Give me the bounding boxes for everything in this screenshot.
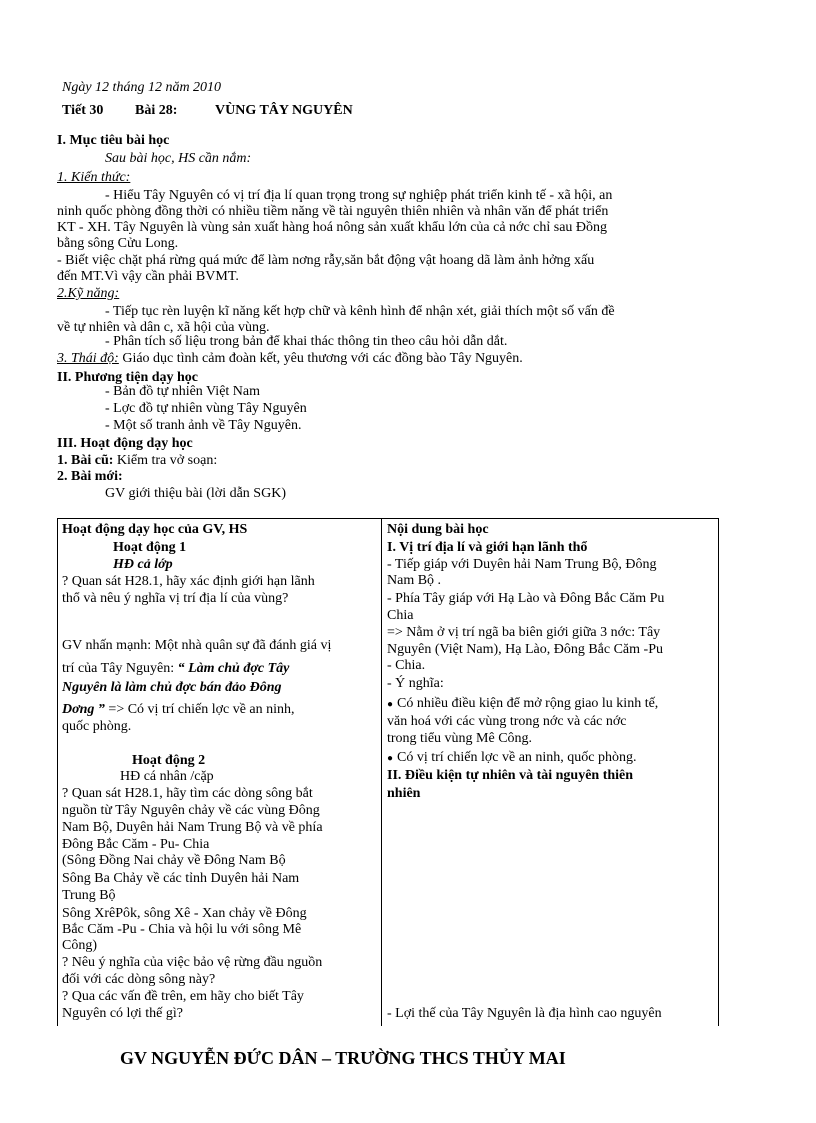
gv-note-text: => Có vị trí chiến lợc về an ninh, (104, 702, 295, 717)
content-line: Chia (387, 608, 414, 623)
knowledge-line: ninh quốc phòng đồng thời có nhiều tiềm năng về tài nguyên thiên nhiên và nhân văn để phát triển (57, 204, 609, 219)
gv-note-line (62, 661, 289, 677)
lesson-number: Bài 28: (135, 103, 178, 118)
content-line: - Tiếp giáp với Duyên hải Nam Trung Bộ, Đông (387, 557, 657, 572)
content-line: Nam Bộ . (387, 573, 442, 588)
section-1-heading: I. Mục tiêu bài học (57, 133, 170, 148)
old-lesson-label: 1. Bài cũ: (57, 453, 114, 468)
question-line: Trung Bộ (62, 888, 116, 903)
bullet-text: Có vị trí chiến lợc về an ninh, quốc phòng. (397, 750, 637, 765)
equipment-item: - Một số tranh ảnh về Tây Nguyên. (105, 418, 302, 433)
new-lesson-label: 2. Bài mới: (57, 469, 123, 484)
gv-note-text: trí của Tây Nguyên: (62, 661, 178, 676)
question-line: (Sông Đồng Nai chảy về Đông Nam Bộ (62, 853, 286, 868)
gv-quote: “ Làm chủ đợc Tây (177, 661, 290, 676)
equipment-item: - Lợc đồ tự nhiên vùng Tây Nguyên (105, 401, 307, 416)
question-line: Nam Bộ, Duyên hải Nam Trung Bộ và về phía (62, 820, 323, 835)
content-line: - Chia. (387, 658, 426, 673)
question-line: Đông Bắc Căm - Pu- Chia (62, 837, 210, 852)
content-section-1-title: I. Vị trí địa lí và giới hạn lãnh thổ (387, 540, 588, 555)
question-line: Bắc Căm -Pu - Chia và hội lu với sông Mê (62, 922, 302, 937)
content-line: - Lợi thế của Tây Nguyên là địa hình cao nguyên (387, 1006, 662, 1021)
activity-2-title: Hoạt động 2 (132, 753, 206, 768)
question-line: Sông Ba Chảy về các tỉnh Duyên hải Nam (62, 871, 300, 886)
content-line: - Phía Tây giáp với Hạ Lào và Đông Bắc Căm Pu (387, 591, 665, 606)
left-column-header: Hoạt động dạy học của GV, HS (62, 522, 248, 537)
content-section-2-title: II. Điều kiện tự nhiên và tài nguyên thiên (387, 768, 634, 783)
question-line: ? Quan sát H28.1, hãy xác định giới hạn lãnh (62, 574, 315, 589)
equipment-item: - Bản đồ tự nhiên Việt Nam (105, 384, 261, 399)
skills-line: - Tiếp tục rèn luyện kĩ năng kết hợp chữ và kênh hình để nhận xét, giải thích một số vấn đề (105, 304, 615, 319)
content-line: => Nằm ở vị trí ngã ba biên giới giữa 3 nớc: Tây (387, 625, 661, 640)
table-divider (381, 518, 382, 1026)
question-line: ? Qua các vấn đề trên, em hãy cho biết Tây (62, 989, 304, 1004)
lesson-period: Tiết 30 (62, 103, 104, 118)
old-lesson-line (57, 453, 217, 469)
content-section-2-title: nhiên (387, 786, 421, 801)
attitude-text: Giáo dục tình cảm đoàn kết, yêu thương với các đồng bào Tây Nguyên. (118, 351, 523, 366)
question-line: đối với các dòng sông này? (62, 972, 216, 987)
content-bullet (387, 750, 637, 767)
gv-note-line: quốc phòng. (62, 719, 132, 734)
activity-1-subtitle: HĐ cả lớp (113, 557, 173, 572)
gv-quote-line: Nguyên là làm chủ đợc bán đảo Đông (62, 680, 282, 695)
skills-line: - Phân tích số liệu trong bản để khai thác thông tin theo câu hỏi dẫn dắt. (105, 334, 508, 349)
section-3-heading: III. Hoạt động dạy học (57, 436, 193, 451)
content-line: Nguyên (Việt Nam), Hạ Lào, Đông Bắc Căm -Pu (387, 642, 663, 657)
skills-line: về tự nhiên và dân c, xã hội của vùng. (57, 320, 270, 335)
activity-1-title: Hoạt động 1 (113, 540, 187, 555)
skills-heading: 2.Kỹ năng: (57, 286, 120, 301)
page-footer: GV NGUYỄN ĐỨC DÂN – TRƯỜNG THCS THỦY MAI (120, 1048, 566, 1068)
question-line: thổ và nêu ý nghĩa vị trí địa lí của vùng? (62, 591, 289, 606)
attitude-line (57, 351, 523, 367)
old-lesson-text: Kiểm tra vở soạn: (113, 453, 218, 468)
activity-2-subtitle: HĐ cá nhân /cặp (120, 769, 214, 784)
question-line: ? Quan sát H28.1, hãy tìm các dòng sông bắt (62, 786, 313, 801)
question-line: ? Nêu ý nghĩa của việc bảo vệ rừng đầu nguồn (62, 955, 323, 970)
bullet-text: Có nhiều điều kiện để mở rộng giao lu kinh tế, (397, 696, 659, 711)
gv-note-line (62, 702, 295, 718)
right-column-header: Nội dung bài học (387, 522, 489, 537)
question-line: Công) (62, 938, 97, 953)
knowledge-line: KT - XH. Tây Nguyên là vùng sản xuất hàng hoá nông sản xuất khẩu lớn của cả nớc chỉ sau Đồng (57, 220, 608, 235)
attitude-heading: 3. Thái độ: (57, 351, 119, 366)
lesson-date: Ngày 12 tháng 12 năm 2010 (62, 80, 222, 95)
knowledge-line: bằng sông Cửu Long. (57, 236, 179, 251)
section-2-heading: II. Phương tiện dạy học (57, 370, 199, 385)
knowledge-line: đến MT.Vì vậy cần phải BVMT. (57, 269, 239, 284)
knowledge-heading: 1. Kiến thức: (57, 170, 131, 185)
content-line: văn hoá với các vùng trong nớc và các nớc (387, 714, 627, 729)
content-line: - Ý nghĩa: (387, 676, 444, 691)
section-1-intro: Sau bài học, HS cần nắm: (105, 151, 252, 166)
gv-note-line: GV nhấn mạnh: Một nhà quân sự đã đánh giá vị (62, 638, 332, 653)
question-line: Nguyên có lợi thế gì? (62, 1006, 183, 1021)
gv-quote: Dơng ” (62, 702, 105, 717)
bullet-icon: ● (387, 699, 394, 710)
knowledge-line: - Hiểu Tây Nguyên có vị trí địa lí quan trọng trong sự nghiệp phát triển kinh tế - xã hội, an (105, 188, 613, 203)
question-line: Sông XrêPôk, sông Xê - Xan chảy về Đông (62, 906, 307, 921)
new-lesson-text: GV giới thiệu bài (lời dẫn SGK) (105, 486, 286, 501)
knowledge-line: - Biết việc chặt phá rừng quá mức để làm nơng rẫy,săn bắt động vật hoang dã làm ảnh hởng xấu (57, 253, 595, 268)
bullet-icon: ● (387, 753, 394, 764)
content-line: trong tiểu vùng Mê Công. (387, 731, 533, 746)
content-bullet (387, 696, 658, 713)
question-line: nguồn từ Tây Nguyên chảy về các vùng Đông (62, 803, 320, 818)
lesson-title: VÙNG TÂY NGUYÊN (215, 103, 353, 118)
